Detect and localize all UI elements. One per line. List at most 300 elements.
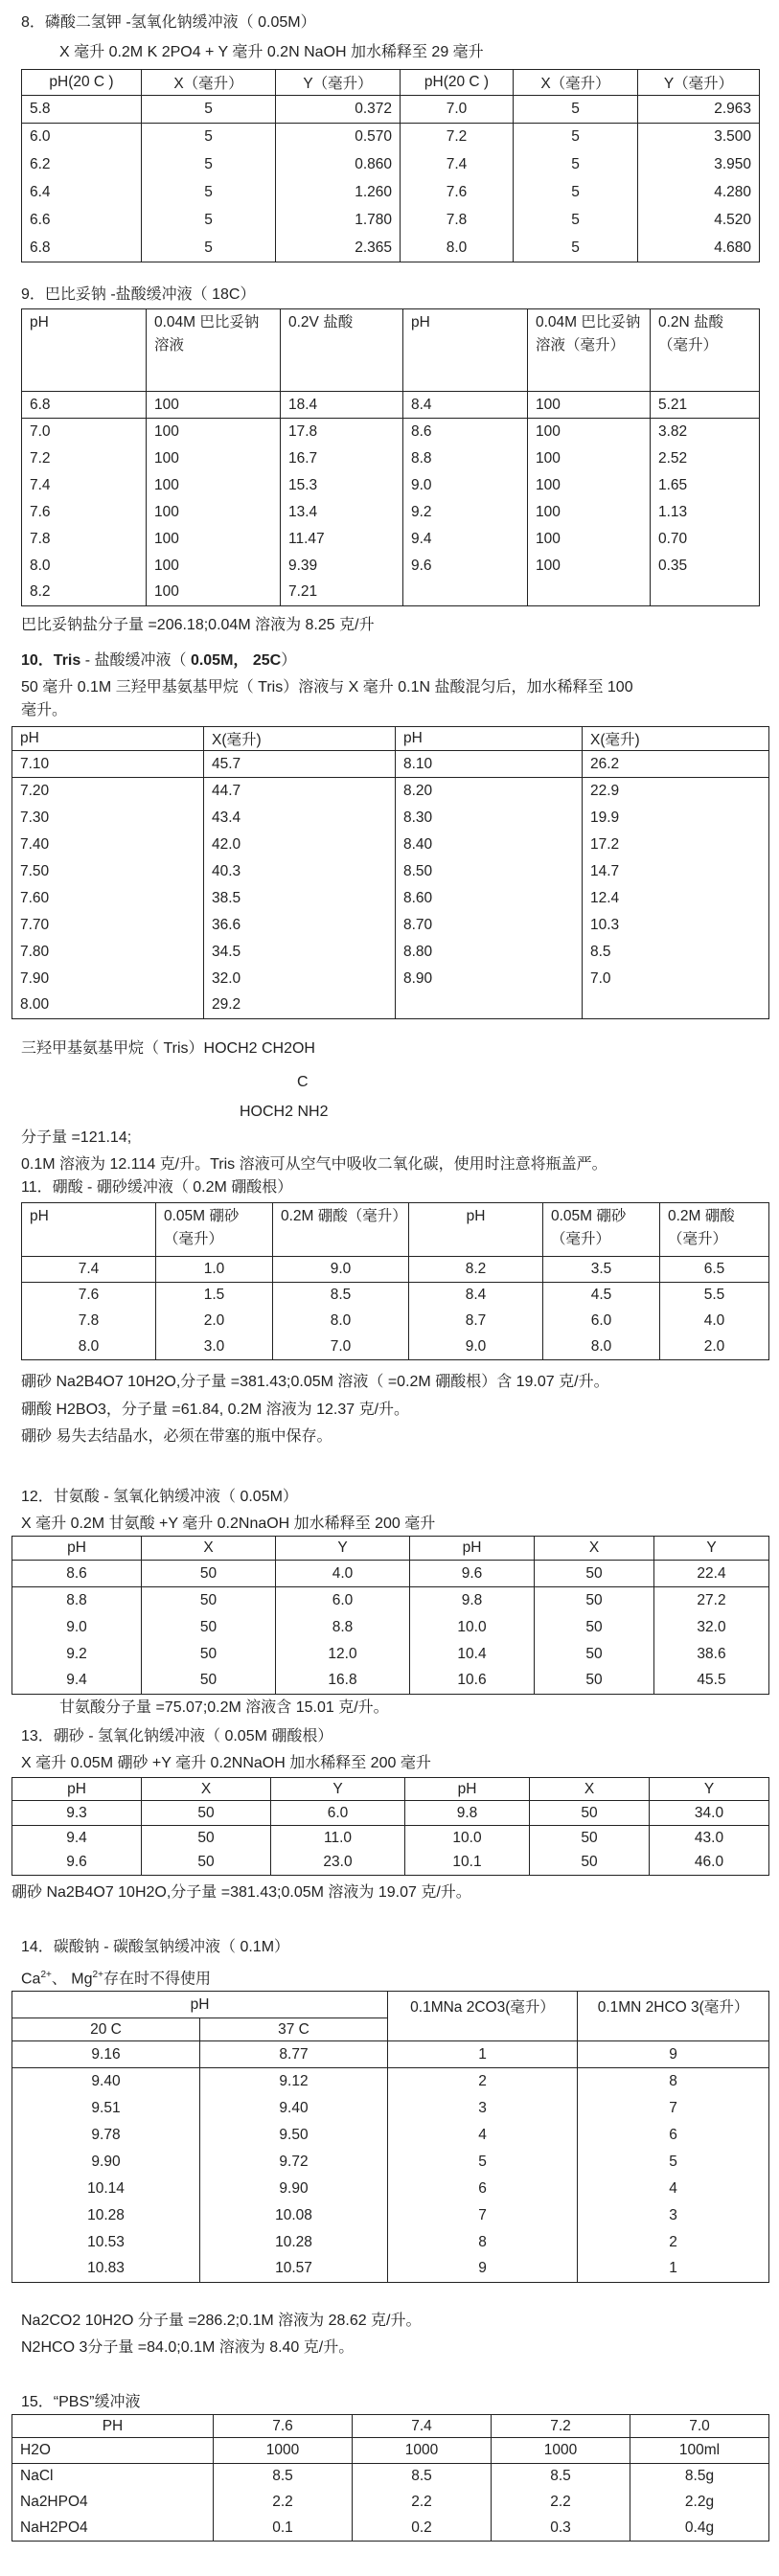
header-cell: X [142,1537,276,1561]
table-cell: 0.1 [214,2516,353,2542]
table-row [12,2122,769,2149]
table-cell: 19.9 [583,805,769,832]
header-cell: pH [410,1537,535,1561]
table-cell: 22.9 [583,778,769,805]
section-10-table [11,726,769,1019]
header-cell: pH [12,1537,142,1561]
table-row [22,445,760,472]
table-cell: 22.4 [654,1561,769,1587]
table-cell: 100 [528,392,651,419]
table-cell: 3 [578,2202,769,2229]
table-cell [651,580,760,606]
table-cell: 45.5 [654,1668,769,1695]
header-cell: 7.6 [214,2415,353,2438]
table-cell: 3.5 [543,1257,660,1283]
tris-molecular-weight: 分子量 =121.14; [21,1129,132,1146]
table-row [12,992,769,1019]
header-cell: 0.05M 硼砂（毫升） [156,1203,273,1257]
table-cell: 11.0 [271,1826,405,1851]
header-cell: 7.0 [630,2415,769,2438]
table-row [12,885,769,912]
table-cell: 50 [142,1614,276,1641]
table-cell: 7.10 [12,751,204,778]
table-cell: 2.2 [214,2490,353,2516]
table-cell: 0.70 [651,526,760,553]
table-row [12,832,769,858]
header-cell: X [535,1537,654,1561]
table-cell: 5.21 [651,392,760,419]
table-row [12,1614,769,1641]
table-cell: 8.10 [396,751,583,778]
table-cell: 6.0 [276,1587,410,1614]
header-cell: Y [650,1778,769,1801]
title-part: - 盐酸缓冲液（ [80,652,191,669]
table-cell: 50 [142,1851,271,1876]
table-cell: 9 [578,2041,769,2068]
table-cell: 10.6 [410,1668,535,1695]
table-cell: 4 [578,2176,769,2202]
table-row [12,2229,769,2256]
table-cell: 50 [535,1561,654,1587]
table-cell: 45.7 [204,751,396,778]
table-row [12,2490,769,2516]
table-cell: 27.2 [654,1587,769,1614]
table-cell: 8.70 [396,912,583,939]
table-cell: 9.0 [403,472,528,499]
section-14-note2: N2HCO 3分子量 =84.0;0.1M 溶液为 8.40 克/升。 [21,2339,355,2356]
table-cell: 50 [142,1668,276,1695]
table-cell: 8.5g [630,2464,769,2490]
table-header-row [12,727,769,751]
table-cell: 8.6 [12,1561,142,1587]
table-cell: 8.8 [12,1587,142,1614]
table-cell: 9.3 [12,1801,142,1826]
section-10-desc-line2: 毫升。 [21,702,68,718]
table-cell: 13.4 [281,499,403,526]
table-cell: 2.52 [651,445,760,472]
table-cell: 5.8 [22,96,142,124]
table-cell: 12.0 [276,1641,410,1668]
table-cell: 4.0 [660,1309,769,1334]
table-cell: 100 [147,392,281,419]
table-cell: NaH2PO4 [12,2516,214,2542]
table-cell: 38.6 [654,1641,769,1668]
table-cell: 8.0 [401,235,514,262]
table-cell: 32.0 [654,1614,769,1641]
header-cell: pH [12,727,204,751]
table-cell: 5 [578,2149,769,2176]
table-cell: 5 [514,207,638,235]
section-12-subtitle: X 毫升 0.2M 甘氨酸 +Y 毫升 0.2NnaOH 加水稀释至 200 毫升 [21,1516,436,1532]
section-9-table [21,308,760,606]
table-cell: 10.0 [410,1614,535,1641]
table-cell: 5 [514,179,638,207]
section-14-note1: Na2CO2 10H2O 分子量 =286.2;0.1M 溶液为 28.62 克/升。 [21,2313,422,2329]
table-cell: 8.6 [403,419,528,445]
table-cell: Na2HPO4 [12,2490,214,2516]
table-cell: 7.60 [12,885,204,912]
table-cell: 9.40 [200,2095,388,2122]
table-cell: 44.7 [204,778,396,805]
table-cell: 2.365 [276,235,401,262]
header-cell: pH [409,1203,543,1257]
table-cell: 18.4 [281,392,403,419]
table-cell: 4.520 [638,207,760,235]
table-cell: 9.6 [12,1851,142,1876]
section-11-note3: 硼砂 易失去结晶水，必须在带塞的瓶中保存。 [21,1428,332,1445]
table-row [22,124,760,151]
header-cell: pH(20 C ) [401,70,514,96]
table-cell: 8.5 [214,2464,353,2490]
table-cell: 9.90 [12,2149,200,2176]
section-14-subtitle: $Ca^{2+}$、 $Mg^{2+}$存在时不得使用 [21,1970,211,1988]
table-cell: 11.47 [281,526,403,553]
table-cell: 8 [388,2229,578,2256]
header-cell: PH [12,2415,214,2438]
table-cell: 10.28 [12,2202,200,2229]
table-row [12,912,769,939]
table-cell: 7 [388,2202,578,2229]
table-cell: 5 [514,235,638,262]
table-row [12,1668,769,1695]
table-cell: 50 [535,1668,654,1695]
table-cell [396,992,583,1019]
table-cell: 7.2 [22,445,147,472]
table-cell: 8.5 [583,939,769,966]
table-cell: 1000 [492,2438,630,2464]
table-cell: 1 [388,2041,578,2068]
table-cell: 9.0 [12,1614,142,1641]
table-cell: 50 [142,1826,271,1851]
table-cell: 10.14 [12,2176,200,2202]
header-cell: 0.2M 硼酸（毫升） [273,1203,409,1257]
header-cell: pH(20 C ) [22,70,142,96]
header-cell: 37 C [200,2018,388,2041]
header-cell: pH [396,727,583,751]
table-cell: 7.80 [12,939,204,966]
table-row [22,151,760,179]
table-cell: 100 [528,472,651,499]
header-cell: X(毫升) [583,727,769,751]
table-cell: 1.0 [156,1257,273,1283]
header-cell: 7.2 [492,2415,630,2438]
section-11-title: 11．硼酸 - 硼砂缓冲液（ 0.2M 硼酸根） [21,1179,293,1196]
table-cell: 17.2 [583,832,769,858]
table-cell: 9.8 [405,1801,530,1826]
table-header-row [12,1537,769,1561]
table-cell: 8.30 [396,805,583,832]
table-cell: 8.0 [22,1334,156,1360]
table-cell: 9.0 [409,1334,543,1360]
table-cell: 8.2 [409,1257,543,1283]
table-cell: 9.51 [12,2095,200,2122]
table-cell: 5 [142,96,276,124]
table-row [12,939,769,966]
table-cell: 6 [578,2122,769,2149]
table-cell: 50 [142,1561,276,1587]
table-cell: 7.0 [273,1334,409,1360]
table-cell: 100 [147,553,281,580]
table-cell: 3.82 [651,419,760,445]
table-cell: 3.0 [156,1334,273,1360]
table-cell: 1.13 [651,499,760,526]
table-cell: 16.7 [281,445,403,472]
table-cell: 7.0 [401,96,514,124]
table-cell: 5 [142,207,276,235]
table-cell: 9.0 [273,1257,409,1283]
table-cell: 9.50 [200,2122,388,2149]
table-cell [583,992,769,1019]
table-cell: 8.4 [403,392,528,419]
table-row [22,1309,769,1334]
table-cell: 8.0 [273,1309,409,1334]
table-cell: 6.6 [22,207,142,235]
table-cell: 9.78 [12,2122,200,2149]
table-cell: 16.8 [276,1668,410,1695]
table-cell: 9.6 [410,1561,535,1587]
table-cell: 4.5 [543,1283,660,1309]
title-part: ） [281,652,297,669]
table-row [12,2202,769,2229]
section-9-title: 9．巴比妥钠 -盐酸缓冲液（ 18C） [21,286,256,303]
table-cell: 7.4 [401,151,514,179]
section-12-note: 甘氨酸分子量 =75.07;0.2M 溶液含 15.01 克/升。 [59,1699,389,1716]
table-cell: 8.0 [543,1334,660,1360]
section-15-table [11,2414,769,2542]
table-cell: 9.39 [281,553,403,580]
table-row [12,2516,769,2542]
table-cell: 6.5 [660,1257,769,1283]
table-cell: 7.6 [22,499,147,526]
section-9-note: 巴比妥钠盐分子量 =206.18;0.04M 溶液为 8.25 克/升 [21,617,375,633]
table-row [22,207,760,235]
table-cell: 2 [388,2068,578,2095]
table-cell: 5 [142,235,276,262]
table-cell: 100 [528,445,651,472]
table-cell: 7.40 [12,832,204,858]
table-row [12,2176,769,2202]
header-cell: 0.1MN 2HCO 3(毫升） [578,1992,769,2041]
table-cell: 10.0 [405,1826,530,1851]
table-cell: 8.40 [396,832,583,858]
table-cell: 1.65 [651,472,760,499]
section-10-title [21,651,296,671]
table-cell: 8.00 [12,992,204,1019]
table-cell: 8.5 [353,2464,492,2490]
header-cell: X(毫升) [204,727,396,751]
header-cell: Y [271,1778,405,1801]
table-cell: 7.6 [401,179,514,207]
header-cell: pH [12,1992,388,2018]
table-cell: 3.950 [638,151,760,179]
table-cell: 0.35 [651,553,760,580]
header-cell: 7.4 [353,2415,492,2438]
table-cell: 0.860 [276,151,401,179]
table-cell: 6.8 [22,392,147,419]
table-cell: 7.70 [12,912,204,939]
table-cell: 34.0 [650,1801,769,1826]
table-header-row [12,1778,769,1801]
table-cell: 2 [578,2229,769,2256]
table-cell: 5 [142,151,276,179]
table-cell: 7.4 [22,472,147,499]
table-cell: 1 [578,2256,769,2283]
table-header-row [22,70,760,96]
section-8-subtitle: X 毫升 0.2M K 2PO4 + Y 毫升 0.2N NaOH 加水稀释至 29 毫升 [59,44,484,60]
table-cell: 4.0 [276,1561,410,1587]
table-row [12,2095,769,2122]
section-11-note1: 硼砂 Na2B4O7 10H2O,分子量 =381.43;0.05M 溶液（ =0.2M 硼酸根）含 19.07 克/升。 [21,1374,609,1390]
header-cell: 0.05M 硼砂（毫升） [543,1203,660,1257]
table-row [12,2041,769,2068]
table-row [22,499,760,526]
table-cell: 9 [388,2256,578,2283]
header-cell: 0.2N 盐酸（毫升） [651,309,760,392]
table-cell: 3 [388,2095,578,2122]
table-cell: 0.372 [276,96,401,124]
table-row [22,392,760,419]
header-cell: pH [403,309,528,392]
section-14-title: 14．碳酸钠 - 碳酸氢钠缓冲液（ 0.1M） [21,1939,290,1955]
table-cell: 14.7 [583,858,769,885]
table-cell: 7.8 [401,207,514,235]
header-cell: X（毫升） [514,70,638,96]
table-cell: 10.3 [583,912,769,939]
table-cell: 6.2 [22,151,142,179]
table-cell: 100ml [630,2438,769,2464]
table-cell: 1000 [353,2438,492,2464]
table-row [22,472,760,499]
header-cell: 0.04M 巴比妥钠溶液 [147,309,281,392]
table-cell: 7.20 [12,778,204,805]
table-cell: 8.0 [22,553,147,580]
table-row [22,419,760,445]
table-cell: 8.77 [200,2041,388,2068]
table-cell: 50 [142,1641,276,1668]
table-cell: 100 [147,445,281,472]
table-row [22,235,760,262]
table-row [12,1801,769,1826]
header-cell: 0.04M 巴比妥钠溶液（毫升） [528,309,651,392]
table-row [22,553,760,580]
header-cell: 20 C [12,2018,200,2041]
header-cell: Y（毫升） [638,70,760,96]
table-row [22,1257,769,1283]
table-row [12,2149,769,2176]
table-cell: 9.4 [12,1668,142,1695]
table-cell: 100 [147,472,281,499]
table-cell: 100 [528,499,651,526]
table-cell: 5 [514,151,638,179]
table-row [12,1561,769,1587]
table-header-row [22,1203,769,1257]
table-cell: 6.0 [271,1801,405,1826]
table-cell: 8.2 [22,580,147,606]
table-cell: 9.4 [12,1826,142,1851]
table-cell: 17.8 [281,419,403,445]
table-cell: 38.5 [204,885,396,912]
table-cell: 9.40 [12,2068,200,2095]
table-cell: 6.0 [543,1309,660,1334]
table-cell: 1.780 [276,207,401,235]
table-header-row [12,2415,769,2438]
table-cell: 5 [388,2149,578,2176]
table-row [12,858,769,885]
table-cell: 7.50 [12,858,204,885]
table-cell: 29.2 [204,992,396,1019]
table-cell: 10.08 [200,2202,388,2229]
title-part: 0.05M， 25C [190,652,282,669]
section-10-note: 0.1M 溶液为 12.114 克/升。Tris 溶液可从空气中吸收二氧化碳，使用时注意将瓶盖严。 [21,1156,607,1173]
table-cell: 10.1 [405,1851,530,1876]
header-cell: X（毫升） [142,70,276,96]
table-cell: 8.4 [409,1283,543,1309]
table-cell: 8.80 [396,939,583,966]
table-row [12,2256,769,2283]
section-11-note2: 硼酸 H2BO3，分子量 =61.84, 0.2M 溶液为 12.37 克/升。 [21,1402,410,1418]
table-cell: 23.0 [271,1851,405,1876]
table-row [12,2464,769,2490]
table-cell: 7.2 [401,124,514,151]
table-cell: 32.0 [204,966,396,992]
header-cell: X [142,1778,271,1801]
table-cell: 4.280 [638,179,760,207]
table-cell: 43.0 [650,1826,769,1851]
table-cell: 8.20 [396,778,583,805]
table-cell: 9.8 [410,1587,535,1614]
table-cell: 7.21 [281,580,403,606]
section-13-title: 13．硼砂 - 氢氧化钠缓冲液（ 0.05M 硼酸根） [21,1728,333,1744]
table-cell: 12.4 [583,885,769,912]
table-cell: 50 [535,1614,654,1641]
header-cell: pH [22,309,147,392]
table-row [12,1851,769,1876]
table-cell: 10.53 [12,2229,200,2256]
table-cell: 50 [530,1826,650,1851]
table-cell: 100 [528,526,651,553]
table-cell: 9.2 [12,1641,142,1668]
header-cell: pH [405,1778,530,1801]
header-cell: X [530,1778,650,1801]
table-cell: H2O [12,2438,214,2464]
table-cell: 2.2 [492,2490,630,2516]
table-cell: 0.570 [276,124,401,151]
table-cell: 9.12 [200,2068,388,2095]
tris-formula-line1: 三羟甲基氨基甲烷（ Tris）HOCH2 CH2OH [21,1040,315,1057]
section-13-note: 硼砂 Na2B4O7 10H2O,分子量 =381.43;0.05M 溶液为 19.07 克/升。 [11,1884,471,1901]
table-row [12,778,769,805]
table-cell: 9.16 [12,2041,200,2068]
table-cell: 9.72 [200,2149,388,2176]
header-cell: Y [654,1537,769,1561]
table-cell: 7 [578,2095,769,2122]
table-row [12,2068,769,2095]
table-cell: 15.3 [281,472,403,499]
table-row [12,2438,769,2464]
table-cell: 50 [142,1587,276,1614]
table-cell: 2.2 [353,2490,492,2516]
table-row [22,1334,769,1360]
table-cell: 6.8 [22,235,142,262]
table-cell: 7.4 [22,1257,156,1283]
section-11-table [21,1202,769,1360]
header-cell: 0.2V 盐酸 [281,309,403,392]
table-header-row [12,1992,769,2018]
section-13-subtitle: X 毫升 0.05M 硼砂 +Y 毫升 0.2NNaOH 加水稀释至 200 毫升 [21,1755,431,1771]
table-cell: 7.0 [583,966,769,992]
table-cell: 7.8 [22,1309,156,1334]
table-cell: 50 [530,1801,650,1826]
